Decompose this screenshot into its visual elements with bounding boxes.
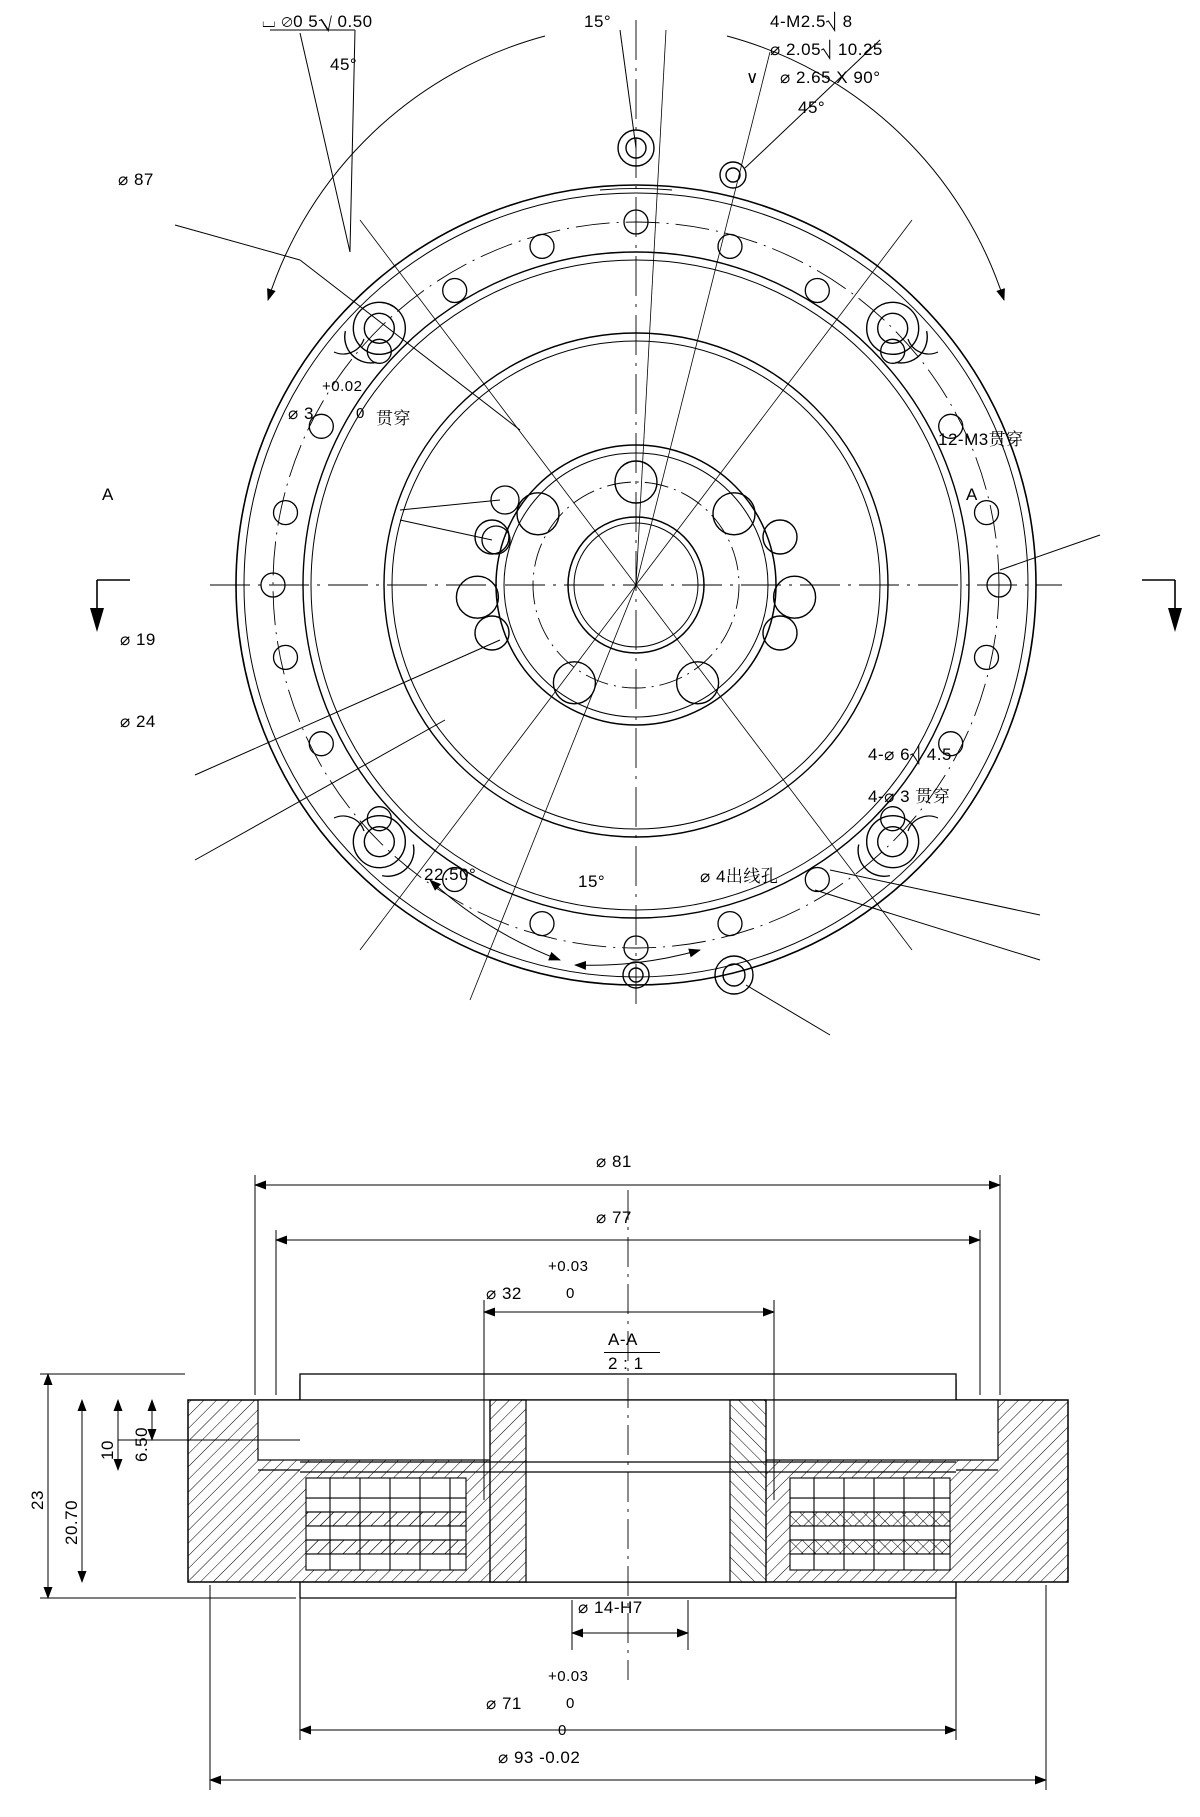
counterbore-note: ⌴ ⌀0 5⎷ 0.50 bbox=[262, 12, 373, 31]
thread-note-line2: ⌀ 2.05⎷ 10.25 bbox=[770, 40, 883, 59]
counterbore-4-6-label: 4-⌀ 6⎷ 4.5 bbox=[868, 745, 952, 764]
angle-15-bottom-label: 15° bbox=[578, 872, 606, 891]
dia-24-label: ⌀ 24 bbox=[120, 712, 156, 731]
dia-93-value: ⌀ 93 -0.02 bbox=[498, 1748, 581, 1767]
section-mark-right-label: A bbox=[966, 485, 978, 504]
height-23-label: 23 bbox=[28, 1490, 47, 1510]
hole-tol-value: ⌀ 3 bbox=[288, 404, 314, 423]
angle-15-top: 15° bbox=[584, 12, 612, 31]
dia-93-upper: 0 bbox=[558, 1722, 567, 1739]
dia-71-value: ⌀ 71 bbox=[486, 1694, 522, 1713]
hole-tol-lower: 0 bbox=[356, 405, 365, 422]
thread-12-m3-label: 12-M3贯穿 bbox=[938, 430, 1024, 449]
top-view bbox=[90, 20, 1182, 1035]
height-6-50-label: 6.50 bbox=[132, 1426, 151, 1462]
dia-14-h7-label: ⌀ 14-H7 bbox=[578, 1598, 643, 1617]
wire-hole-label: ⌀ 4出线孔 bbox=[700, 867, 779, 886]
angle-45-left: 45° bbox=[330, 55, 358, 74]
dia-71-upper: +0.03 bbox=[548, 1668, 589, 1685]
dia-19-label: ⌀ 19 bbox=[120, 630, 156, 649]
dia-32-value: ⌀ 32 bbox=[486, 1284, 522, 1303]
chamfer-mark-icon: ∨ bbox=[746, 68, 759, 87]
hole-tol-upper: +0.02 bbox=[322, 378, 363, 395]
height-10-label: 10 bbox=[98, 1440, 117, 1460]
section-view-name: A-A bbox=[608, 1330, 638, 1349]
angle-22-50-label: 22.50° bbox=[424, 865, 477, 884]
section-mark-left-label: A bbox=[102, 485, 114, 504]
dia-81-label: ⌀ 81 bbox=[596, 1152, 632, 1171]
dia-32-lower: 0 bbox=[566, 1285, 575, 1302]
section-view-scale: 2 : 1 bbox=[608, 1354, 644, 1373]
dia-87-label: ⌀ 87 bbox=[118, 170, 154, 189]
height-20-70-label: 20.70 bbox=[62, 1499, 81, 1545]
angle-45-right: 45° bbox=[798, 98, 826, 117]
view-scale-divider bbox=[604, 1352, 660, 1353]
dia-32-upper: +0.03 bbox=[548, 1258, 589, 1275]
hole-tol-suffix: 贯穿 bbox=[376, 409, 411, 428]
dia-77-label: ⌀ 77 bbox=[596, 1208, 632, 1227]
thread-note-line1: 4-M2.5⎷ 8 bbox=[770, 12, 853, 31]
through-4-3-label: 4-⌀ 3 贯穿 bbox=[868, 787, 951, 806]
dia-71-lower: 0 bbox=[566, 1695, 575, 1712]
thread-note-line3: ⌀ 2.65 X 90° bbox=[780, 68, 881, 87]
